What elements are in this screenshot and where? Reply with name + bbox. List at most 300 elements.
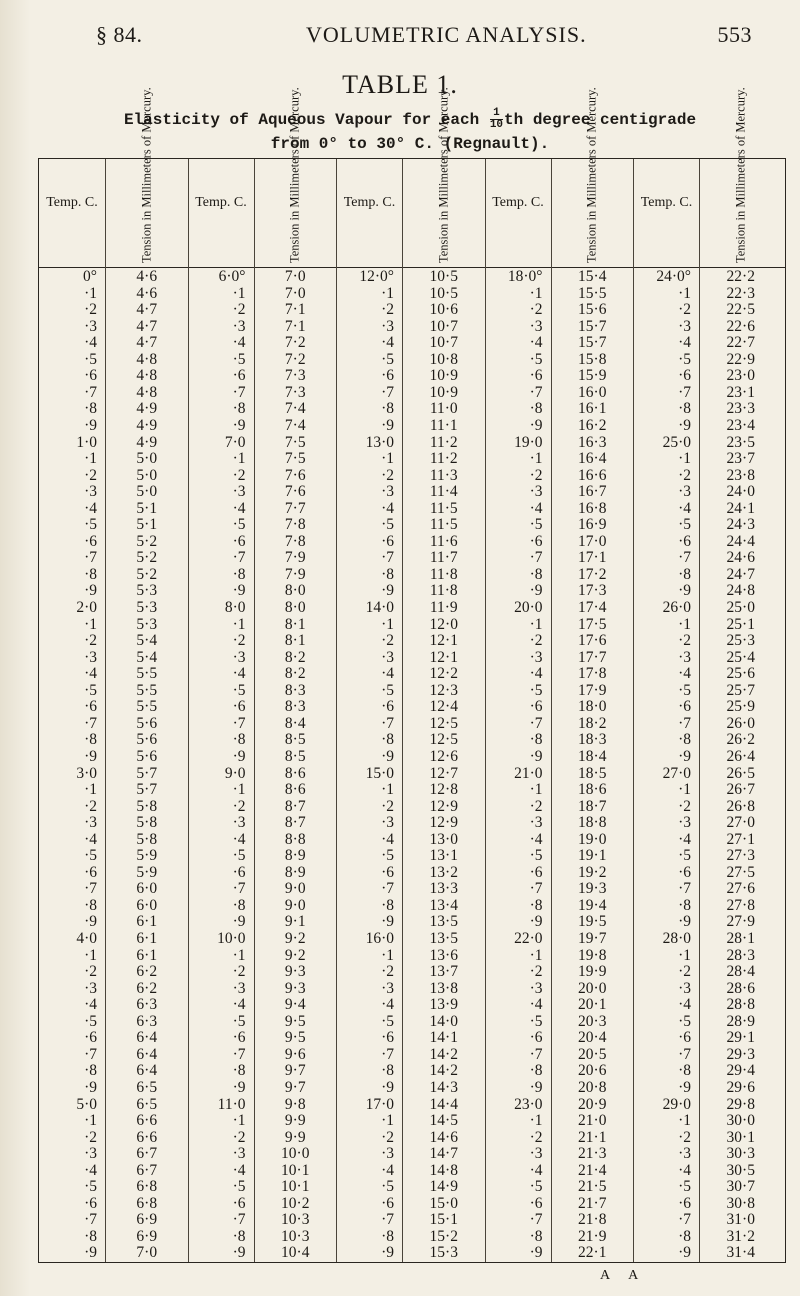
tension-cell: 9·8: [284, 1095, 306, 1113]
tension-cell: 21·8: [578, 1211, 607, 1229]
temp-cell: ·5: [232, 516, 246, 534]
temp-cell: ·7: [84, 1045, 97, 1063]
temp-cell: ·9: [529, 582, 543, 600]
temp-cell: ·7: [232, 1211, 246, 1229]
tension-cell: 9·2: [284, 930, 306, 947]
tension-cell: 29·3: [726, 1045, 755, 1063]
temp-cell: ·1: [381, 781, 394, 799]
temp-cell: ·8: [381, 565, 394, 583]
tension-cell: 7·6: [284, 466, 306, 484]
tension-cell: 10·1: [281, 1161, 310, 1179]
tension-cell: 12·1: [429, 648, 458, 666]
tension-cell: 12·7: [429, 764, 458, 782]
temp-cell: ·6: [232, 1029, 246, 1047]
tension-cell: 11·2: [429, 450, 458, 468]
tension-cell: 5·2: [136, 549, 158, 567]
tension-cell: 6·1: [136, 930, 158, 947]
tension-cell: 16·6: [578, 466, 607, 484]
temp-cell: ·3: [381, 483, 394, 501]
tension-cell: 19·1: [578, 847, 607, 865]
temp-cell: ·2: [381, 466, 394, 484]
tension-cell: 7·4: [284, 400, 306, 418]
temp-cell: ·5: [232, 1178, 246, 1196]
tension-cell: 4·6: [136, 284, 158, 302]
tension-cell: 27·3: [726, 847, 755, 865]
tension-cell: 25·3: [726, 632, 755, 650]
temp-cell: ·9: [232, 582, 246, 600]
temp-cell: ·3: [678, 814, 691, 832]
tension-cell: 6·3: [136, 996, 158, 1014]
temp-column-1: [39, 159, 105, 1262]
temp-cell: ·9: [678, 913, 691, 931]
temp-cell: ·5: [678, 847, 691, 865]
tension-cell: 13·6: [429, 946, 458, 964]
tension-cell: 22·9: [726, 350, 755, 368]
tension-cell: 24·8: [726, 582, 755, 600]
temp-cell: ·1: [232, 284, 246, 302]
temp-cell: 9·0: [224, 764, 246, 782]
tension-cell: 6·2: [136, 979, 158, 997]
tension-cell: 30·7: [726, 1178, 755, 1196]
temp-cell: ·6: [678, 1029, 691, 1047]
tension-cell: 6·6: [136, 1112, 158, 1130]
tension-cell: 23·1: [726, 383, 755, 401]
temp-cell: ·3: [232, 483, 246, 501]
temp-cell: ·4: [381, 1161, 394, 1179]
temp-cell: ·6: [381, 532, 394, 550]
temp-column-header: [39, 159, 105, 267]
tension-cell: 27·6: [726, 880, 755, 898]
temp-cell: ·5: [529, 847, 543, 865]
temp-cell: ·9: [529, 747, 543, 765]
tension-cell: 7·7: [284, 499, 306, 517]
temp-cell: ·1: [232, 781, 246, 799]
temp-cell: ·2: [678, 1128, 691, 1146]
temp-cell: 13·0: [365, 433, 394, 451]
temp-cell: ·8: [84, 565, 97, 583]
temp-cell: ·1: [529, 1112, 543, 1130]
tension-cell: 6·1: [136, 913, 158, 931]
temp-cell: ·1: [84, 615, 97, 633]
tension-cell: 20·6: [578, 1062, 607, 1080]
temp-cell: 0°: [83, 268, 97, 285]
temp-cell: ·9: [232, 1244, 246, 1262]
tension-cell: 7·2: [284, 334, 306, 352]
tension-cell: 5·1: [136, 516, 158, 534]
temp-cell: ·5: [381, 847, 394, 865]
tension-cell: 4·7: [136, 334, 158, 352]
temp-column-5: [633, 159, 699, 1262]
temp-cell: ·3: [232, 317, 246, 335]
tension-cell: 9·2: [284, 946, 306, 964]
tension-cell: 8·7: [284, 814, 306, 832]
temp-cell: ·1: [678, 946, 691, 964]
temp-cell: ·5: [232, 681, 246, 699]
tension-cell: 25·4: [726, 648, 755, 666]
tenth-fraction: [490, 108, 503, 131]
temp-cell: ·2: [84, 797, 97, 815]
temp-cell: ·6: [678, 698, 691, 716]
tension-cell: 9·0: [284, 896, 306, 914]
tension-cell: 20·5: [578, 1045, 607, 1063]
tension-cell: 5·4: [136, 648, 158, 666]
temp-cell: 16·0: [365, 930, 394, 947]
temp-cell: ·7: [678, 880, 691, 898]
temp-cell: ·8: [232, 731, 246, 749]
temp-cell: ·3: [232, 648, 246, 666]
temp-cell: ·4: [529, 1161, 543, 1179]
temp-cell: ·3: [529, 1145, 543, 1163]
temp-cell: ·4: [529, 665, 543, 683]
tension-cell: 6·8: [136, 1194, 158, 1212]
temp-cell: ·1: [381, 946, 394, 964]
temp-cell: ·7: [529, 549, 543, 567]
tension-cell: 4·8: [136, 350, 158, 368]
temp-cell: ·1: [678, 450, 691, 468]
temp-cell: ·1: [232, 615, 246, 633]
temp-cell: ·8: [678, 896, 691, 914]
tension-cell: 16·8: [578, 499, 607, 517]
tension-cell: 8·3: [284, 698, 306, 716]
tension-cell: 6·1: [136, 946, 158, 964]
temp-cell: ·2: [84, 632, 97, 650]
tension-cell: 5·1: [136, 499, 158, 517]
tension-cell: 13·3: [429, 880, 458, 898]
tension-cell: 7·8: [284, 516, 306, 534]
temp-cell: ·7: [232, 549, 246, 567]
tension-cell: 27·8: [726, 896, 755, 914]
tension-column-5: [699, 87, 782, 1262]
temp-cell: ·5: [381, 1012, 394, 1030]
temp-cell: ·3: [84, 814, 97, 832]
temp-cell: ·9: [84, 1078, 97, 1096]
tension-cell: 19·0: [578, 830, 607, 848]
temp-cell: ·8: [529, 896, 543, 914]
tension-cell: 23·4: [726, 416, 755, 434]
temp-cell: ·4: [381, 499, 394, 517]
temp-cell: ·1: [381, 615, 394, 633]
temp-cell: ·7: [529, 1045, 543, 1063]
temp-cell: ·2: [529, 632, 543, 650]
temp-cell: 22·0: [514, 930, 543, 947]
section-number: § 84.: [96, 22, 143, 47]
temp-cell: ·7: [678, 383, 691, 401]
temp-cell: ·2: [529, 963, 543, 981]
page-number: 553: [717, 22, 752, 47]
tension-cell: 7·1: [284, 301, 306, 319]
temp-cell: 4·0: [76, 930, 97, 947]
temp-cell: ·4: [529, 996, 543, 1014]
temp-cell: ·7: [381, 1211, 394, 1229]
tension-cell: 7·8: [284, 532, 306, 550]
tension-column-4: [551, 87, 634, 1262]
temp-cell: ·5: [232, 847, 246, 865]
tension-cell: 12·6: [429, 747, 458, 765]
tension-cell: 21·9: [578, 1227, 607, 1245]
tension-cell: 24·4: [726, 532, 755, 550]
temp-cell: ·7: [529, 880, 543, 898]
running-header: [96, 22, 760, 52]
fraction-denominator: 10: [489, 119, 504, 132]
tension-cell: 9·3: [284, 979, 306, 997]
temp-cell: ·4: [232, 499, 246, 517]
tension-cell: 15·7: [578, 317, 607, 335]
tension-cell: 4·9: [136, 433, 158, 451]
temp-cell: ·8: [529, 400, 543, 418]
temp-cell: ·4: [84, 334, 97, 352]
temp-cell: ·2: [678, 466, 691, 484]
temp-cell: ·8: [84, 731, 97, 749]
temp-cell: ·8: [232, 1227, 246, 1245]
tension-cell: 14·5: [429, 1112, 458, 1130]
tension-cell: 11·4: [429, 483, 458, 501]
tension-cell: 13·5: [429, 913, 458, 931]
tension-cell: 15·3: [429, 1244, 458, 1262]
tension-cell: 5·0: [136, 483, 158, 501]
tension-cell: 24·6: [726, 549, 755, 567]
tension-cell: 25·1: [726, 615, 755, 633]
tension-cell: 22·3: [726, 284, 755, 302]
temp-cell: ·8: [529, 1062, 543, 1080]
tension-cell: 7·0: [284, 268, 306, 285]
temp-cell: ·5: [84, 516, 97, 534]
temp-cell: ·5: [529, 516, 543, 534]
temp-column-header: [634, 159, 699, 267]
temp-cell: ·3: [678, 1145, 691, 1163]
tension-cell: 19·8: [578, 946, 607, 964]
temp-column-header: [486, 159, 551, 267]
tension-header-label: Tension in Millimeters of Mercury.: [287, 87, 302, 263]
tension-cell: 30·0: [726, 1112, 755, 1130]
tension-cell: 6·5: [136, 1078, 158, 1096]
temp-column-3: [336, 159, 402, 1262]
temp-cell: ·9: [84, 1244, 97, 1262]
temp-cell: ·9: [529, 416, 543, 434]
temp-cell: ·6: [84, 1194, 97, 1212]
tension-cell: 18·3: [578, 731, 607, 749]
temp-cell: ·8: [381, 896, 394, 914]
temp-cell: ·1: [381, 450, 394, 468]
temp-cell: ·5: [529, 1178, 543, 1196]
tension-cell: 19·9: [578, 963, 607, 981]
tension-cell: 20·8: [578, 1078, 607, 1096]
subtitle-range: from 0° to 30° C. (Regnault).: [270, 135, 550, 153]
temp-cell: 12·0°: [359, 268, 394, 285]
temp-cell: ·4: [232, 1161, 246, 1179]
tension-cell: 7·5: [284, 450, 306, 468]
tension-cell: 23·0: [726, 367, 755, 385]
temp-cell: ·2: [678, 963, 691, 981]
tension-cell: 16·0: [578, 383, 607, 401]
temp-cell: ·3: [529, 483, 543, 501]
tension-cell: 22·1: [578, 1244, 607, 1262]
temp-cell: ·3: [529, 648, 543, 666]
temp-cell: ·5: [232, 1012, 246, 1030]
temp-cell: ·2: [232, 963, 246, 981]
temp-cell: ·4: [678, 499, 691, 517]
tension-column-1: [105, 87, 188, 1262]
tension-cell: 8·0: [284, 599, 306, 616]
tension-cell: 6·4: [136, 1045, 158, 1063]
tension-cell: 4·7: [136, 301, 158, 319]
tension-cell: 6·4: [136, 1062, 158, 1080]
tension-cell: 30·1: [726, 1128, 755, 1146]
tension-cell: 14·1: [429, 1029, 458, 1047]
temp-cell: ·4: [678, 830, 691, 848]
tension-cell: 21·4: [578, 1161, 607, 1179]
temp-cell: ·5: [84, 847, 97, 865]
tension-cell: 17·4: [578, 599, 607, 616]
temp-cell: ·8: [678, 1227, 691, 1245]
tension-cell: 9·4: [284, 996, 306, 1014]
tension-cell: 16·9: [578, 516, 607, 534]
temp-column-2: [188, 159, 254, 1262]
temp-cell: ·4: [232, 665, 246, 683]
tension-cell: 11·9: [429, 599, 458, 616]
temp-cell: 7·0: [224, 433, 246, 451]
tension-cell: 5·0: [136, 450, 158, 468]
tension-cell: 6·6: [136, 1128, 158, 1146]
temp-cell: ·2: [84, 1128, 97, 1146]
tension-cell: 7·9: [284, 549, 306, 567]
temp-cell: ·3: [84, 317, 97, 335]
temp-cell: ·1: [678, 284, 691, 302]
temp-cell: ·4: [381, 996, 394, 1014]
tension-cell: 8·9: [284, 847, 306, 865]
temp-cell: ·5: [381, 516, 394, 534]
temp-cell: ·5: [678, 516, 691, 534]
temp-cell: ·9: [232, 913, 246, 931]
temp-cell: ·8: [381, 731, 394, 749]
temp-cell: 5·0: [76, 1095, 97, 1113]
tension-cell: 31·0: [726, 1211, 755, 1229]
tension-cell: 18·7: [578, 797, 607, 815]
subtitle-text-end: th degree centigrade: [504, 111, 697, 129]
temp-cell: ·5: [381, 681, 394, 699]
temp-cell: ·1: [529, 781, 543, 799]
tension-cell: 18·2: [578, 714, 607, 732]
tension-cell: 9·6: [284, 1045, 306, 1063]
temp-cell: ·8: [84, 1227, 97, 1245]
tension-cell: 28·6: [726, 979, 755, 997]
temp-cell: ·1: [84, 284, 97, 302]
tension-cell: 9·7: [284, 1078, 306, 1096]
tension-cell: 6·5: [136, 1095, 158, 1113]
temp-header-label: Temp. C.: [492, 195, 544, 210]
tension-cell: 28·4: [726, 963, 755, 981]
tension-cell: 27·5: [726, 863, 755, 881]
tension-cell: 18·6: [578, 781, 607, 799]
tension-cell: 14·2: [429, 1062, 458, 1080]
tension-cell: 10·8: [429, 350, 458, 368]
tension-cell: 7·2: [284, 350, 306, 368]
tension-cell: 28·1: [726, 930, 755, 947]
temp-cell: ·3: [381, 814, 394, 832]
temp-cell: ·6: [381, 863, 394, 881]
temp-cell: ·9: [529, 1078, 543, 1096]
tension-cell: 10·5: [429, 268, 458, 285]
temp-cell: ·4: [678, 1161, 691, 1179]
temp-cell: ·9: [678, 582, 691, 600]
tension-cell: 8·1: [284, 615, 306, 633]
tension-cell: 7·6: [284, 483, 306, 501]
tension-cell: 15·7: [578, 334, 607, 352]
tension-cell: 12·5: [429, 731, 458, 749]
tension-cell: 16·2: [578, 416, 607, 434]
temp-cell: ·2: [84, 963, 97, 981]
temp-cell: 11·0: [217, 1095, 246, 1113]
tension-cell: 10·3: [281, 1211, 310, 1229]
temp-cell: ·3: [529, 814, 543, 832]
temp-cell: ·4: [232, 334, 246, 352]
temp-cell: ·7: [529, 714, 543, 732]
temp-cell: ·6: [84, 1029, 97, 1047]
tension-cell: 24·1: [726, 499, 755, 517]
temp-cell: ·2: [678, 797, 691, 815]
tension-cell: 5·8: [136, 814, 158, 832]
tension-cell: 6·2: [136, 963, 158, 981]
temp-cell: ·9: [678, 1244, 691, 1262]
temp-cell: 25·0: [662, 433, 691, 451]
tension-cell: 7·3: [284, 367, 306, 385]
tension-cell: 5·6: [136, 714, 158, 732]
temp-cell: ·6: [529, 698, 543, 716]
temp-cell: ·9: [678, 1078, 691, 1096]
temp-cell: ·9: [232, 747, 246, 765]
tension-cell: 23·5: [726, 433, 755, 451]
tension-cell: 8·7: [284, 797, 306, 815]
tension-cell: 25·7: [726, 681, 755, 699]
temp-cell: ·9: [84, 913, 97, 931]
tension-cell: 10·7: [429, 317, 458, 335]
temp-cell: ·1: [678, 615, 691, 633]
tension-cell: 18·0: [578, 698, 607, 716]
tension-cell: 5·3: [136, 615, 158, 633]
temp-cell: ·1: [529, 450, 543, 468]
tension-cell: 6·9: [136, 1211, 158, 1229]
temp-cell: ·3: [84, 648, 97, 666]
temp-cell: ·3: [84, 1145, 97, 1163]
temp-cell: ·3: [232, 814, 246, 832]
tension-cell: 7·0: [284, 284, 306, 302]
temp-cell: ·3: [678, 483, 691, 501]
temp-cell: ·8: [232, 896, 246, 914]
temp-cell: ·7: [529, 383, 543, 401]
tension-cell: 11·0: [429, 400, 458, 418]
temp-cell: 1·0: [76, 433, 97, 451]
temp-cell: 6·0°: [218, 268, 246, 285]
tension-cell: 12·0: [429, 615, 458, 633]
temp-cell: ·4: [232, 830, 246, 848]
temp-cell: ·5: [678, 350, 691, 368]
temp-cell: ·6: [84, 863, 97, 881]
temp-cell: ·3: [381, 1145, 394, 1163]
tension-cell: 19·2: [578, 863, 607, 881]
tension-cell: 24·7: [726, 565, 755, 583]
tension-cell: 14·6: [429, 1128, 458, 1146]
tension-cell: 19·4: [578, 896, 607, 914]
tension-header-label: Tension in Millimeters of Mercury.: [733, 87, 748, 263]
temp-cell: ·2: [381, 301, 394, 319]
tension-cell: 30·3: [726, 1145, 755, 1163]
temp-cell: ·8: [84, 400, 97, 418]
temp-cell: ·5: [84, 350, 97, 368]
tension-cell: 17·5: [578, 615, 607, 633]
temp-cell: ·5: [678, 1178, 691, 1196]
tension-cell: 19·3: [578, 880, 607, 898]
tension-cell: 17·9: [578, 681, 607, 699]
temp-cell: ·7: [381, 1045, 394, 1063]
